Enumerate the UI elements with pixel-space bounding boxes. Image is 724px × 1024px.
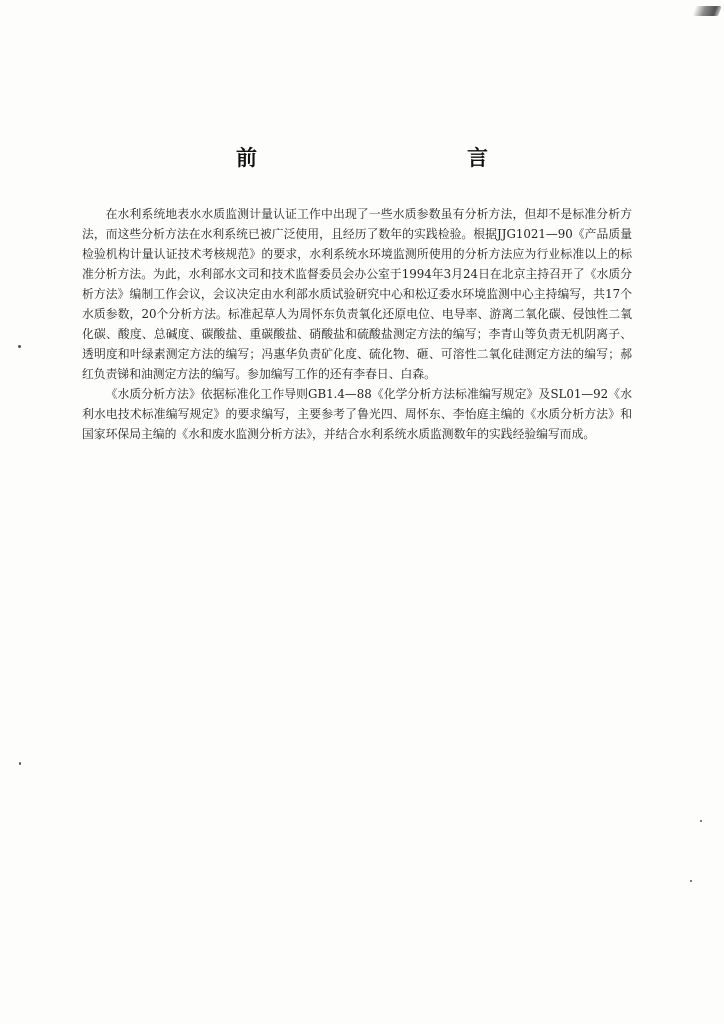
scan-speck	[19, 762, 21, 765]
page-title: 前 言	[236, 145, 544, 170]
scan-speck	[700, 820, 702, 822]
paragraph-1: 在水利系统地表水水质监测计量认证工作中出现了一些水质参数虽有分析方法，但却不是标准分析方法，而这些分析方法在水利系统已被广泛使用，且经历了数年的实践检验。根据JJG1021—90《产品质量检验机构计量认证技术考核规范》的要求，水利系统水环境监测所使用的分析方法应为行业标准以上的标准分析方法。为此，水利部水文司和技术监督委员会办公室于1994年3月24日在北京主持召开了《水质分析方法》编制工作会议，会议决定由水利部水质试验研究中心和松辽委水环境监测中心主持编写，共17个水质参数，20个分析方法。标准起草人为周怀东负责氧化还原电位、电导率、游离二氧化碳、侵蚀性二氧化碳、酸度、总碱度、碳酸盐、重碳酸盐、硝酸盐和硫酸盐测定方法的编写；李青山等负责无机阴离子、透明度和叶绿素测定方法的编写；冯惠华负责矿化度、硫化物、砸、可溶性二氧化硅测定方法的编写；郝红负责锑和油测定方法的编写。参加编写工作的还有李春日、白森。	[82, 207, 632, 381]
paragraph-2: 《水质分析方法》依据标准化工作导则GB1.4—88《化学分析方法标准编写规定》及SL01—92《水利水电技术标准编写规定》的要求编写，主要参考了鲁光四、周怀东、李怡庭主编的《水质分析方法》和国家环保局主编的《水和废水监测分析方法》，并结合水利系统水质监测数年的实践经验编写而成。	[82, 387, 632, 441]
preface-body	[82, 204, 632, 444]
scan-artifact	[692, 6, 722, 16]
scan-speck	[690, 880, 692, 882]
scan-speck	[18, 345, 21, 348]
